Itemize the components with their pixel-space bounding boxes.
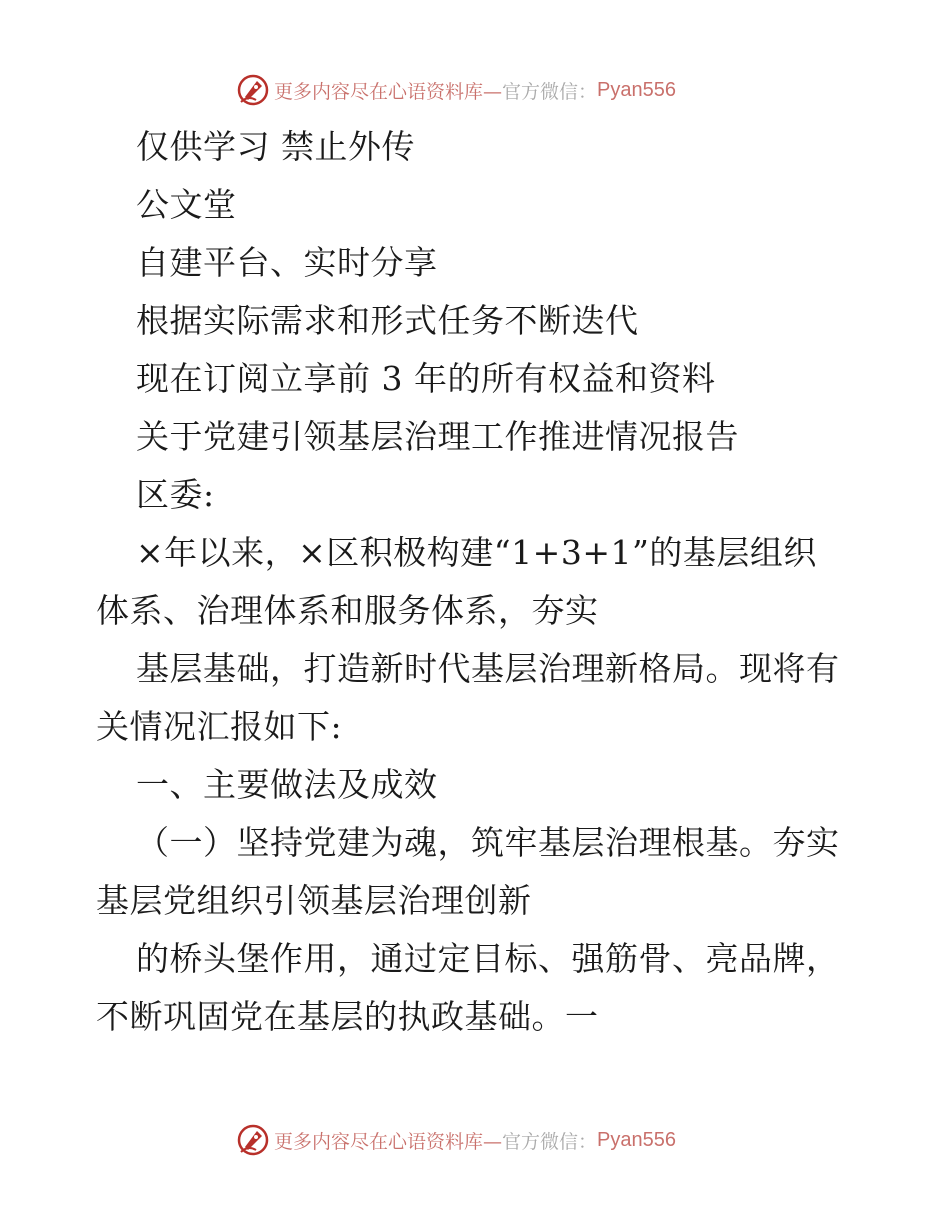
document-line: ×年以来，×区积极构建“1+3+1”的基层组织 (136, 533, 817, 572)
document-line: 基层基础，打造新时代基层治理新格局。现将有 (136, 649, 840, 688)
document-line: 体系、治理体系和服务体系，夯实 (96, 591, 599, 630)
pen-nib-logo-icon (236, 1123, 270, 1157)
document-line: 关于党建引领基层治理工作推进情况报告 (136, 417, 739, 456)
document-line: 关情况汇报如下: (96, 707, 343, 746)
banner-wechat-id: Pyan556 (597, 78, 676, 101)
header-watermark-banner (236, 72, 676, 108)
banner-wechat-id: Pyan556 (597, 1128, 676, 1151)
document-line: 不断巩固党在基层的执政基础。一 (96, 997, 599, 1036)
document-line: 现在订阅立享前 3 年的所有权益和资料 (136, 359, 716, 398)
banner-wechat-label: 官方微信： (502, 80, 598, 103)
document-line: 公文堂 (136, 185, 237, 224)
banner-slogan: 更多内容尽在心语资料库— (274, 1130, 503, 1153)
document-line: （一）坚持党建为魂，筑牢基层治理根基。夯实 (136, 823, 840, 862)
footer-watermark-banner (236, 1122, 676, 1158)
pen-nib-logo-icon (236, 73, 270, 107)
document-line: 的桥头堡作用，通过定目标、强筋骨、亮品牌， (136, 939, 840, 978)
document-line: 自建平台、实时分享 (136, 243, 438, 282)
document-line: 根据实际需求和形式任务不断迭代 (136, 301, 639, 340)
document-line: 区委: (136, 475, 215, 514)
banner-slogan: 更多内容尽在心语资料库— (274, 80, 503, 103)
document-body (96, 118, 856, 1046)
document-line: 基层党组织引领基层治理创新 (96, 881, 532, 920)
banner-wechat-label: 官方微信： (502, 1130, 598, 1153)
document-line: 仅供学习 禁止外传 (136, 127, 415, 166)
document-line: 一、主要做法及成效 (136, 765, 438, 804)
